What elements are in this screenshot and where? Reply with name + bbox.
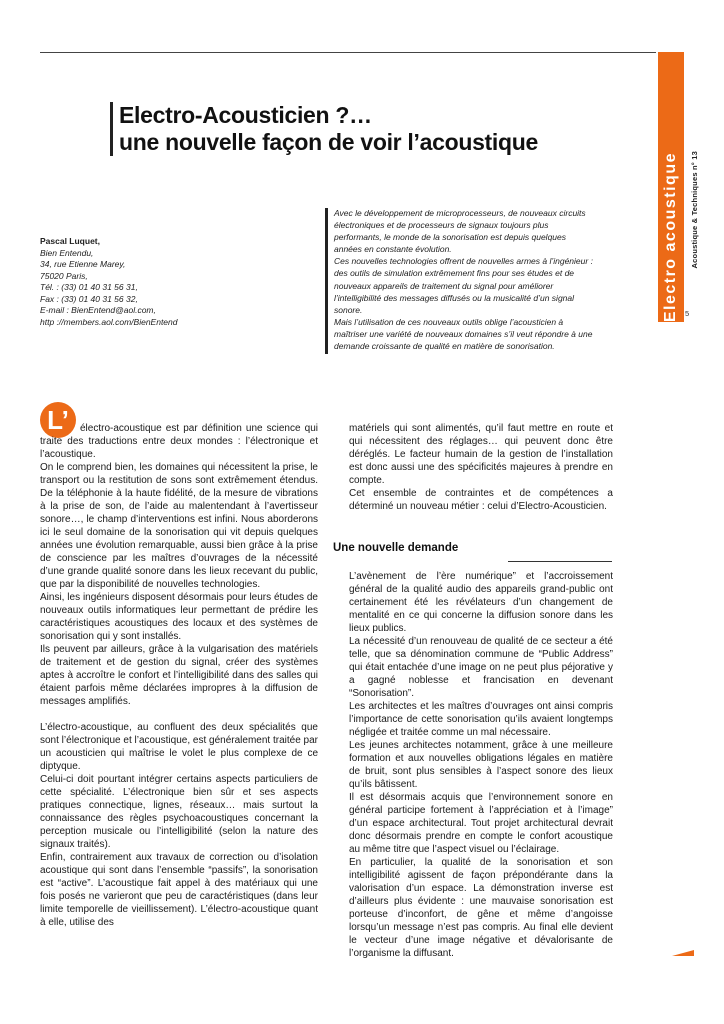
section-rule [508,561,612,562]
body-paragraph: matériels qui sont alimentés, qu’il faut mettre en route et qui nécessitent des réglages… qui peuvent donc être déréglés. Le facteur humain de la gestion de l’installation est donc aussi une des spécificités majeures à prendre en compte. [349,423,613,486]
abstract-paragraph: Ces nouvelles technologies offrent de nouvelles armes à l’ingénieur : des outils de simulation extrêmement fins pour ses études et de nouveaux appareils de traitement du signal pour améliorer l’intelligibilité des messages diffusés ou la musicalité d’un signal sonore. [334,256,593,315]
author-line: 34, rue Etienne Marey, [40,259,126,269]
title-line-1: Electro-Acousticien ?… [119,102,372,128]
abstract [334,207,596,352]
body-paragraph: Les jeunes architectes notamment, grâce à une meilleure formation et aux nouvelles obligations légales en matière de bruit, sont plus sensibles à l’aspect sonore des lieux qu’ils bâtissent. [349,740,613,790]
abstract-bar [325,208,328,354]
body-paragraph: Cet ensemble de contraintes et de compétences a déterminé un nouveau métier : celui d’Electro-Acousticien. [349,488,613,512]
page-number: 5 [685,309,690,318]
author-line: Fax : (33) 01 40 31 56 32, [40,293,138,304]
body-paragraph: Ainsi, les ingénieurs disposent désormais pour leurs études de nouveaux outils informatiques leur permettant de prédire les caractéristiques acoustiques des locaux et des systèmes de sonorisation qui y sont installés. [40,592,318,642]
body-paragraph: L’électro-acoustique, au confluent des deux spécialités que sont l’électronique et l’acoustique, est généralement traitée par un acousticien qui maîtrise le volet le plus complexe de ce diptyque. [40,722,318,772]
journal-label: Acoustique & Techniques n° 13 [689,151,699,269]
body-paragraph: Enfin, contrairement aux travaux de correction ou d’isolation acoustique qui sont dans l’ensemble “passifs”, la sonorisation est “active”. L’acoustique fait appel à des matériaux qui une fois posés ne varieront que peu de caractéristiques (dans leur limite temporelle de vieillissement). L’électro-acoustique quant à elle, utilise des [40,852,318,928]
abstract-paragraph: Avec le développement de microprocesseurs, de nouveaux circuits électroniques et de processeurs de signaux toujours plus performants, le monde de la sonorisation est depuis quelques années en constante évolution. [334,208,586,255]
body-paragraph: En particulier, la qualité de la sonorisation et son intelligibilité agissent de façon prépondérante dans la valorisation d’un espace. La démonstration inverse est d’ailleurs plus évidente : une mauvaise sonorisation est porteuse d’inconfort, de gêne et même d’angoisse lorsqu’un message n’est pas compris. Au final elle devient le vecteur d’une image négative et dévalorisante de l’organisme la diffusant. [349,857,613,959]
body-paragraph: L’avènement de l’ère numérique” et l’accroissement général de la qualité audio des appareils grand-public ont certainement été les révélateurs d’un changement de mentalité en ce qui concerne la diffusion sonore dans les lieux publics. [349,571,613,634]
body-paragraph: La nécessité d’un renouveau de qualité de ce secteur a été telle, que sa dénomination commune de “Public Address” qui était entachée d’une image on ne peut plus péjorative y a gagné noblesse et francisation en devenant “Sonorisation”. [349,636,613,699]
journal-label-wrap [687,150,701,270]
section-label: Electro acoustique [662,151,679,322]
body-paragraph: Celui-ci doit pourtant intégrer certains aspects particuliers de cette spécialité. L’électronique bien sûr et ses aspects pratiques connectique, lignes, réseaux… mais surtout la connaissance des règles psychoacoustiques concernant la perception musicale ou l’intelligibilité (selon la nature des signaux traités). [40,774,318,850]
author-name: Pascal Luquet, [40,236,100,246]
body-paragraph: électro-acoustique est par définition une science qui traite des traductions entre deux mondes : l’électronique et l’acoustique. [40,423,318,460]
abstract-paragraph: Mais l’utilisation de ces nouveaux outils oblige l’acousticien à maîtriser une variété de nouveaux domaines s’il veut répondre à une demande croissante de qualité en matière de sonorisation. [334,316,593,352]
body-right-column [349,422,613,513]
body-paragraph: Ils peuvent par ailleurs, grâce à la vulgarisation des matériels de traitement et de gestion du signal, créer des systèmes aptes à accroître le confort et l’intelligibilité dans des salles qui étaient parfois même déclarées impropres à la diffusion de messages amplifiés. [40,644,318,707]
author-email: E-mail : BienEntend@aol.com, [40,305,156,315]
article-title [119,102,538,156]
body-paragraph: Il est désormais acquis que l’environnement sonore en général participe fortement à l’appréciation et à l’image” d’un espace architectural. Tout projet architectural devrait donc désormais prendre en compte le confort acoustique au même titre que l’aspect visuel ou l’éclairage. [349,792,613,855]
title-line-2: une nouvelle façon de voir l’acoustique [119,129,539,155]
author-line: 75020 Paris, [40,270,88,281]
body-paragraph: On le comprend bien, les domaines qui nécessitent la prise, le transport ou la restitution de sons sont extrêmement étendus. De la téléphonie à la haute fidélité, de la mesure de vibrations à la prise de son, de l’aide au malentendant à l’avertisseur sonore…, le champ d’interventions est infini. Nous aborderons ici le seul domaine de la sonorisation qui vit depuis quelques années une évolution remarquable, aussi bien grâce à la prise de conscience par les maîtres d’ouvrages de la nécessité d’une grande qualité sonore dans les lieux recevant du public, que par la disponibilité de nouvelles technologies. [40,462,318,590]
dropcap: L’ [40,402,76,438]
section-label-wrap [658,52,684,322]
author-block [40,236,280,328]
body-right-section [349,570,613,960]
author-line: Bien Entendu, [40,247,94,258]
author-url: http ://members.aol.com/BienEntend [40,316,178,327]
corner-marker [672,946,694,956]
title-bar [110,102,113,156]
body-paragraph: Les architectes et les maîtres d’ouvrages ont ainsi compris l’importance de cette sonorisation qu’ils avaient longtemps négligée et traitée comme un mal nécessaire. [349,701,613,738]
author-line: Tél. : (33) 01 40 31 56 31, [40,282,138,292]
body-left-column [40,422,318,929]
top-rule [40,52,656,53]
section-heading: Une nouvelle demande [333,542,459,554]
